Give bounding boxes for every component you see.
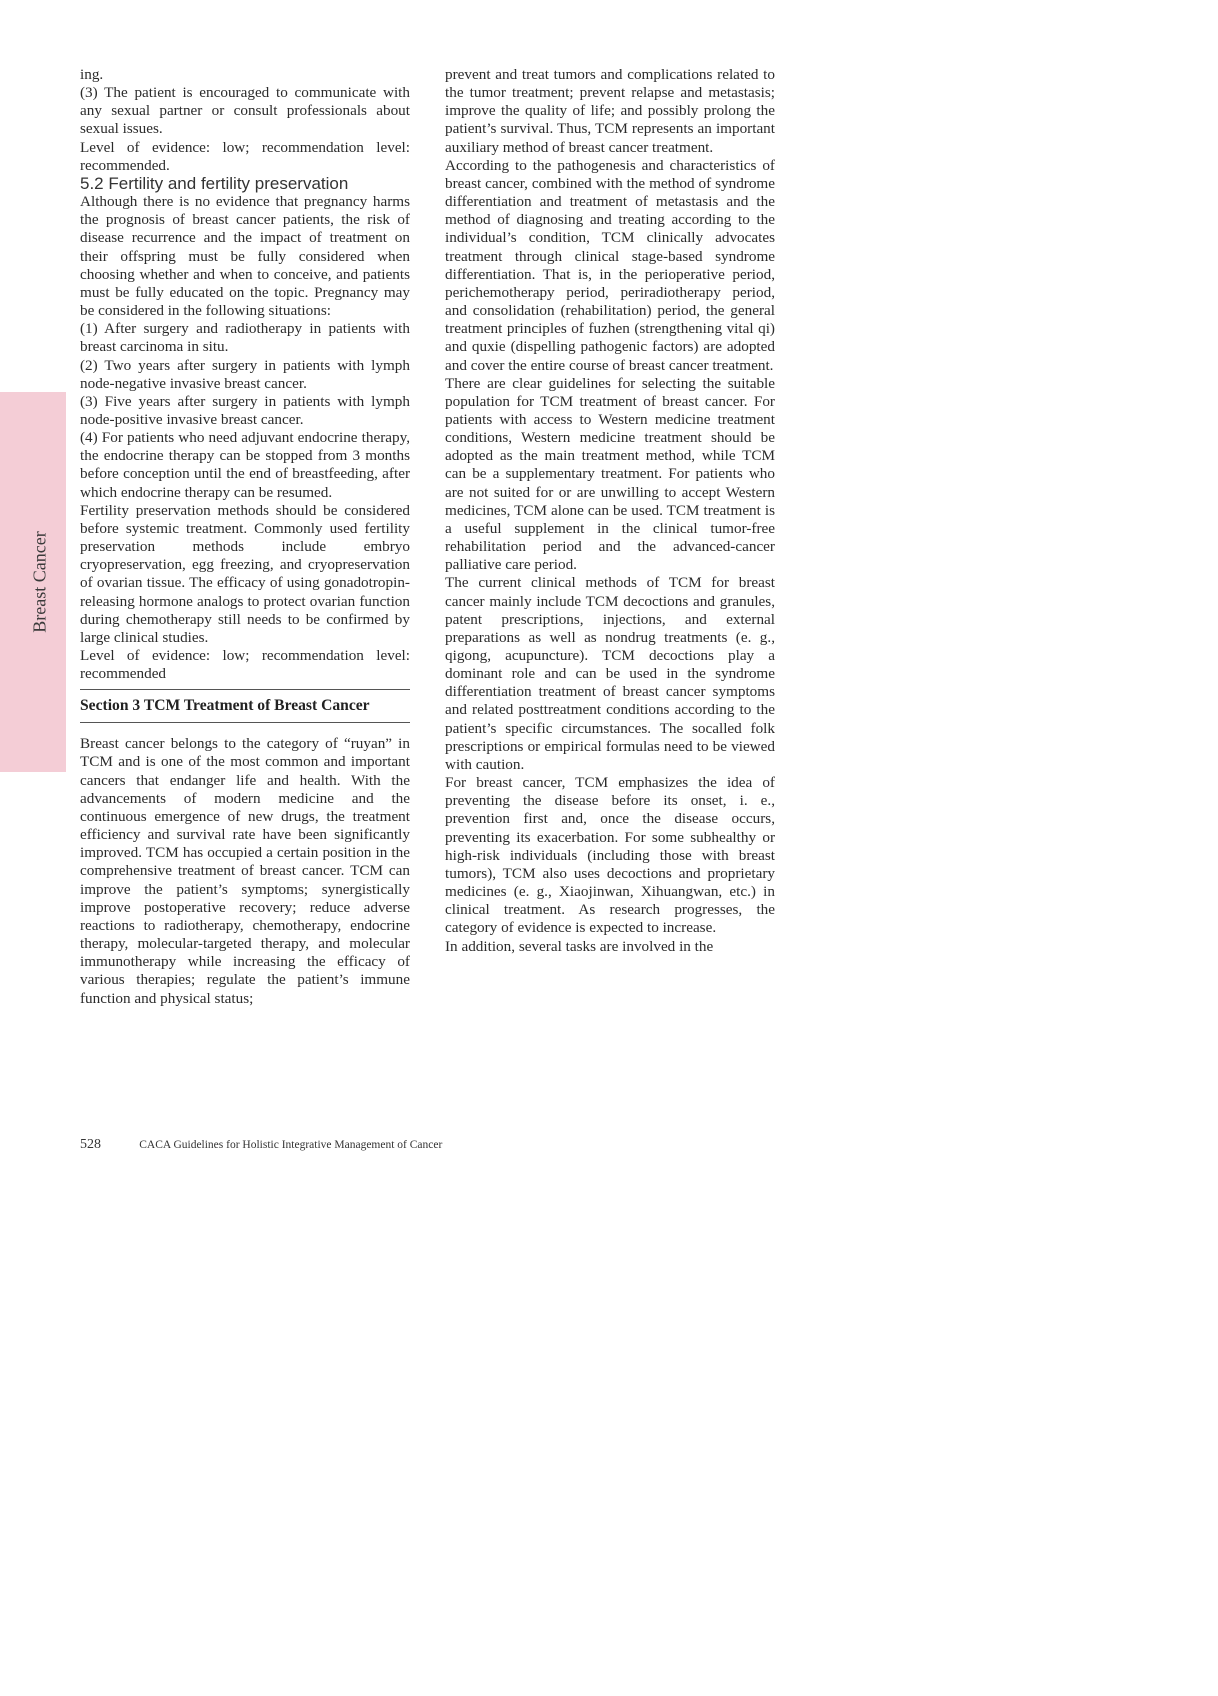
- right-column: [445, 66, 775, 956]
- paragraph: Fertility preservation methods should be considered before systemic treatment. Commonly used fertility preservation methods include embryo cryopreservation, egg freezing, and cryopreservation of ovarian tissue. The efficacy of using gonadotropin-releasing hormone analogs to protect ovarian function during chemotherapy still needs to be confirmed by large clinical studies.: [80, 501, 410, 646]
- paragraph: According to the pathogenesis and characteristics of breast cancer, combined with the method of syndrome differentiation and treatment of metastasis and the method of diagnosing and treating according to the individual’s condition, TCM clinically advocates treatment through clinical stage-based syndrome differentiation. That is, in the perioperative period, perichemotherapy period, periradiotherapy period, and consolidation (rehabilitation) period, the general treatment principles of fuzhen (strengthening vital qi) and quxie (dispelling pathogenic factors) are adopted and cover the entire course of breast cancer treatment.: [445, 156, 775, 374]
- paragraph: There are clear guidelines for selecting the suitable population for TCM treatment of breast cancer. For patients with access to Western medicine treatment conditions, Western medicine treatment should be adopted as the main treatment method, while TCM can be a supplementary treatment. For patients who are not suited for or are unwilling to accept Western medicines, TCM alone can be used. TCM treatment is a useful supplement in the clinical tumor-free rehabilitation period and the advanced-cancer palliative care period.: [445, 374, 775, 574]
- page-footer: [80, 1136, 442, 1153]
- paragraph: In addition, several tasks are involved in the: [445, 937, 714, 955]
- paragraph: (1) After surgery and radiotherapy in patients with breast carcinoma in situ.: [80, 320, 410, 356]
- section-heading: Section 3 TCM Treatment of Breast Cancer: [80, 689, 410, 723]
- paragraph: (3) The patient is encouraged to communicate with any sexual partner or consult professionals about sexual issues.: [80, 84, 410, 138]
- left-column: [80, 66, 410, 1008]
- running-title: CACA Guidelines for Holistic Integrative Management of Cancer: [139, 1139, 443, 1151]
- paragraph: Breast cancer belongs to the category of “ruyan” in TCM and is one of the most common and important cancers that endanger life and health. With the advancements of modern medicine and the continuous emergence of new drugs, the treatment efficiency and survival rate have been significantly improved. TCM has occupied a certain position in the comprehensive treatment of breast cancer. TCM can improve the patient’s symptoms; synergistically improve postoperative recovery; reduce adverse reactions to radiotherapy, chemotherapy, endocrine therapy, molecular-targeted therapy, and molecular immunotherapy while increasing the efficacy of various therapies; regulate the patient’s immune function and physical status;: [80, 735, 410, 1007]
- page-number: 528: [80, 1137, 101, 1152]
- paragraph: prevent and treat tumors and complications related to the tumor treatment; prevent relapse and metastasis; improve the quality of life; and possibly prolong the patient’s survival. Thus, TCM represents an important auxiliary method of breast cancer treatment.: [445, 66, 775, 156]
- paragraph: ing.: [80, 66, 104, 83]
- side-tab-label: Breast Cancer: [29, 531, 50, 633]
- subsection-heading: 5.2 Fertility and fertility preservation: [80, 173, 349, 193]
- paragraph: Although there is no evidence that pregnancy harms the prognosis of breast cancer patients, the risk of disease recurrence and the impact of treatment on their offspring must be fully considered when choosing whether and when to conceive, and patients must be fully educated on the topic. Pregnancy may be considered in the following situations:: [80, 193, 410, 320]
- paragraph: (4) For patients who need adjuvant endocrine therapy, the endocrine therapy can be stopped from 3 months before conception until the end of breastfeeding, after which endocrine therapy can be resumed.: [80, 429, 410, 501]
- section-gap: [80, 723, 410, 735]
- paragraph: (3) Five years after surgery in patients with lymph node-positive invasive breast cancer.: [80, 392, 410, 428]
- paragraph: Level of evidence: low; recommendation level: recommended.: [80, 138, 410, 174]
- paragraph: (2) Two years after surgery in patients with lymph node-negative invasive breast cancer.: [80, 356, 410, 392]
- paragraph: The current clinical methods of TCM for breast cancer mainly include TCM decoctions and granules, patent prescriptions, injections, and external preparations as well as nondrug treatments (e. g., qigong, acupuncture). TCM decoctions play a dominant role and can be used in the syndrome differentiation treatment of breast cancer symptoms and related posttreatment conditions according to the patient’s specific circumstances. The socalled folk prescriptions or empirical formulas need to be viewed with caution.: [445, 574, 775, 773]
- paragraph: For breast cancer, TCM emphasizes the idea of preventing the disease before its onset, i. e., prevention first and, once the disease occurs, preventing its exacerbation. For some subhealthy or high-risk individuals (including those with breast tumors), TCM also uses decoctions and proprietary medicines (e. g., Xiaojinwan, Xihuangwan, etc.) in clinical treatment. As research progresses, the category of evidence is expected to increase.: [445, 774, 775, 937]
- paragraph: Level of evidence: low; recommendation level: recommended: [80, 647, 410, 683]
